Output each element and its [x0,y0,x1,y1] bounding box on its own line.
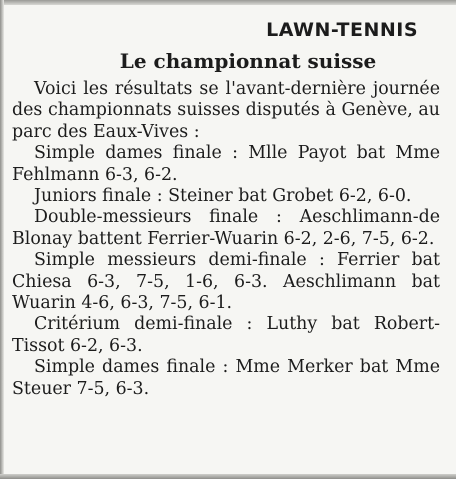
result-paragraph: Double-messieurs finale : Aeschlimann-de Blonay battent Ferrier-Wuarin 6-2, 2-6, 7-5, 6-2. [12,207,440,249]
result-paragraph: Simple messieurs demi-finale : Ferrier bat Chiesa 6-3, 7-5, 1-6, 6-3. Aeschlimann bat Wuarin 4-6, 6-3, 7-5, 6-1. [12,250,440,314]
article-body [12,79,440,400]
result-paragraph: Simple dames finale : Mlle Payot bat Mme Fehlmann 6-3, 6-2. [12,143,440,185]
bottom-border [0,474,456,479]
result-paragraph: Critérium demi-finale : Luthy bat Robert-Tissot 6-2, 6-3. [12,314,440,356]
top-border [0,0,456,5]
intro-paragraph: Voici les résultats se l'avant-dernière journée des championnats suisses disputés à Genève, au parc des Eaux-Vives : [12,79,440,142]
section-title: LAWN-TENNIS [266,19,418,41]
result-paragraph: Juniors finale : Steiner bat Grobet 6-2, 6-0. [34,186,412,207]
result-paragraph: Simple dames finale : Mme Merker bat Mme Steuer 7-5, 6-3. [12,357,440,399]
article-headline: Le championnat suisse [119,49,377,73]
